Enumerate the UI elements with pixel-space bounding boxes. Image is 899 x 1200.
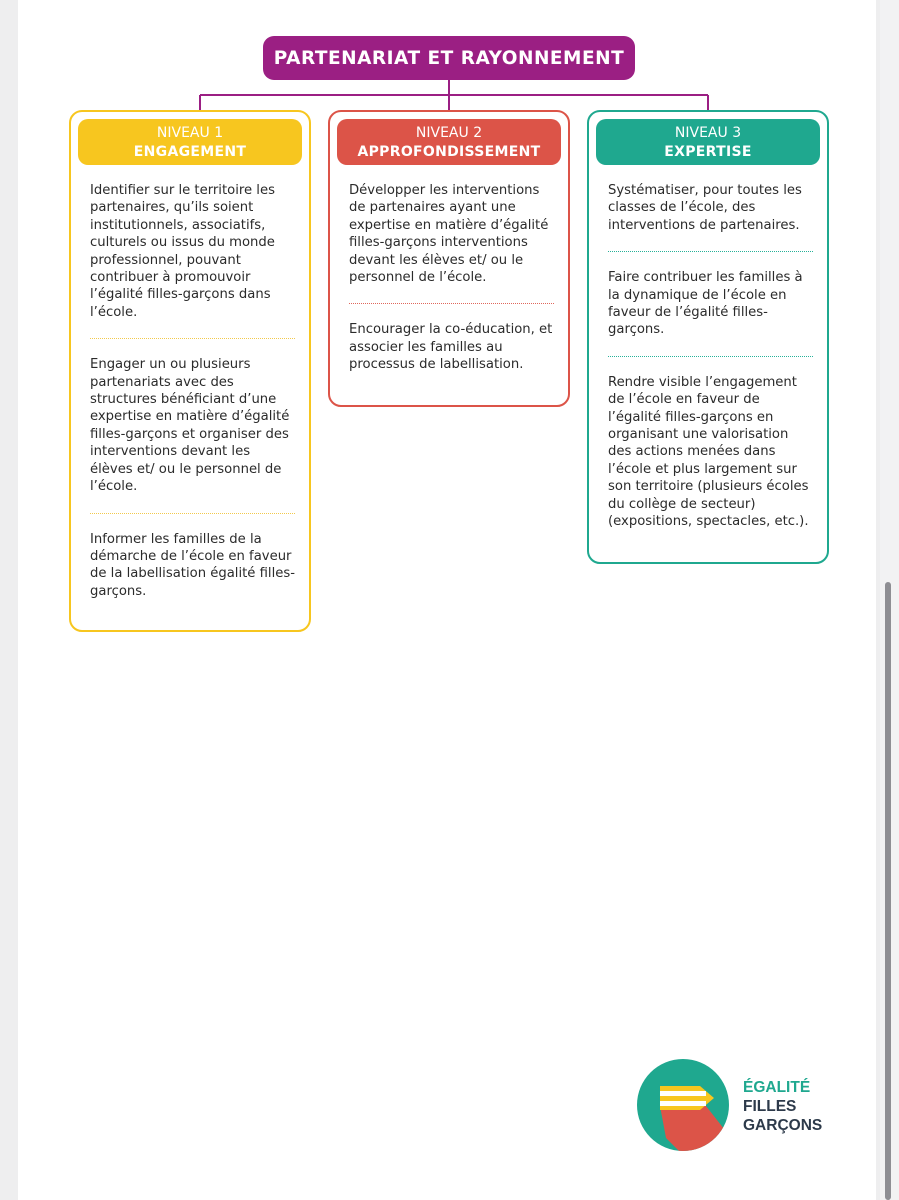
dotted-divider [90, 513, 295, 514]
level-item: Systématiser, pour toutes les classes de l’école, des interventions de partenaires. [608, 183, 802, 233]
level-item: Informer les familles de la démarche de l’école en faveur de la labellisation égalité filles-garçons. [90, 531, 295, 599]
dotted-divider [90, 338, 295, 339]
level-item: Engager un ou plusieurs partenariats avec des structures bénéficiant d’une expertise en matière d’égalité filles-garçons et organiser des interventions devant les élèves et/ ou le personnel de l’école. [90, 357, 290, 495]
level-item: Identifier sur le territoire les partenaires, qu’ils soient institutionnels, associatifs, culturels ou issus du monde professionnel, pouvant contribuer à promouvoir l’égalité filles-garçons dans l’école. [90, 183, 275, 320]
egalite-logo [636, 1058, 836, 1154]
dotted-divider [349, 303, 554, 304]
level-name: APPROFONDISSEMENT [357, 144, 541, 160]
level-item: Encourager la co-éducation, et associer les familles au processus de labellisation. [349, 322, 553, 373]
dotted-divider [608, 251, 813, 252]
logo-line-2: FILLES [743, 1098, 797, 1115]
level-item: Rendre visible l’engagement de l’école en faveur de l’égalité filles-garçons en organisant une valorisation des actions menées dans l’école et plus largement sur son territoire (plusieurs écoles du collège de secteur) (expositions, spectacles, etc.). [608, 374, 809, 530]
level-card-header [78, 119, 302, 165]
level-item: Développer les interventions de partenaires ayant une expertise en matière d’égalité filles-garçons interventions devant les élèves et/ ou le personnel de l’école. [349, 183, 549, 286]
level-number: NIVEAU 3 [674, 125, 742, 141]
level-number: NIVEAU 1 [156, 125, 224, 141]
level-card-1 [69, 110, 311, 632]
logo-emblem-icon [636, 1058, 730, 1152]
logo-line-1: ÉGALITÉ [743, 1079, 811, 1096]
dotted-divider [608, 356, 813, 357]
level-item: Faire contribuer les familles à la dynamique de l’école en faveur de l’égalité filles-garçons. [608, 270, 803, 338]
level-card-header [337, 119, 561, 165]
page-title: PARTENARIAT ET RAYONNEMENT [263, 36, 635, 80]
level-name: EXPERTISE [664, 144, 752, 160]
level-number: NIVEAU 2 [415, 125, 483, 141]
logo-line-3: GARÇONS [743, 1117, 823, 1134]
level-name: ENGAGEMENT [133, 144, 247, 160]
level-card-2 [328, 110, 570, 407]
level-card-3 [587, 110, 829, 564]
level-card-header [596, 119, 820, 165]
